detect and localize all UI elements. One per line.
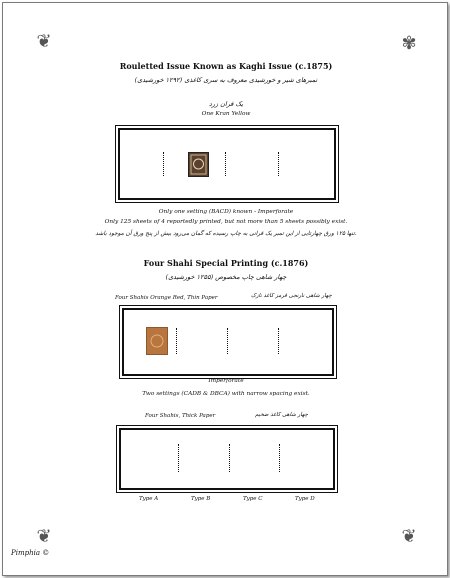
section1-title: Rouletted Issue Known as Kaghi Issue (c.1875) (119, 61, 333, 71)
separator-line (176, 328, 177, 354)
separator-line (227, 328, 228, 354)
corner-ornament-icon: ❦ (36, 31, 52, 52)
separator-line (229, 444, 230, 472)
stamp-mount-box-1 (118, 128, 336, 200)
album-page (2, 2, 448, 576)
stamp-mount-box-3 (119, 428, 335, 490)
section2-title: Four Shahi Special Printing (c.1876) (143, 258, 309, 268)
section1-note1: Only one setting (BACD) known - Imperforate (158, 209, 294, 215)
section1-persian-subtitle: یک قران زرد (208, 100, 244, 108)
section2-persian-title: چهار شاهی چاپ مخصوص (۱۲۵۵ خورشیدی) (165, 273, 287, 281)
type-label-b: Type B (191, 496, 211, 502)
stamp-four-shahi-orange (146, 327, 168, 355)
section2-settings: Two settings (CADB & DBCA) with narrow spacing exist. (142, 391, 310, 397)
type-label-a: Type A (139, 496, 159, 502)
section1-persian-title: تمبرهای شیر و خورشیدی معروف به سری کاغذی (۱۲۹۲ خورشیدی) (134, 76, 318, 84)
section3-left-caption: Four Shahis, Thick Paper (145, 413, 216, 419)
section1-note3: تنها ۱۲۵ ورق چهارتایی از این تمبر یک قرانی به چاپ رسیده که گمان می‌رود بیش از پنج ورق آن موجود باشد. (95, 231, 357, 237)
section2-imperforate: Imperforate (208, 378, 244, 384)
corner-ornament-icon: ❦ (401, 526, 417, 547)
copyright-footer: Pimphia © (11, 549, 50, 557)
type-label-c: Type C (243, 496, 263, 502)
section3-right-caption: چهار شاهی کاغذ ضخیم (255, 412, 308, 418)
separator-line (163, 152, 164, 176)
stamp-mount-box-2 (122, 308, 334, 376)
separator-line (225, 152, 226, 176)
separator-line (278, 328, 279, 354)
corner-ornament-icon: ❦ (36, 526, 52, 547)
stamp-one-kran (188, 152, 209, 177)
section1-note2: Only 125 sheets of 4 reportedly printed, but not more than 5 sheets possibly exist. (104, 219, 348, 225)
separator-line (278, 152, 279, 176)
separator-line (178, 444, 179, 472)
separator-line (279, 444, 280, 472)
section1-subtitle: One Kran Yellow (201, 111, 251, 117)
section2-right-caption: چهار شاهی نارنجی قرمز کاغذ نازک (251, 293, 332, 299)
emblem-icon: ✾ (401, 33, 417, 54)
section2-left-caption: Four Shahis Orange Red, Thin Paper (115, 295, 218, 301)
type-label-d: Type D (295, 496, 315, 502)
